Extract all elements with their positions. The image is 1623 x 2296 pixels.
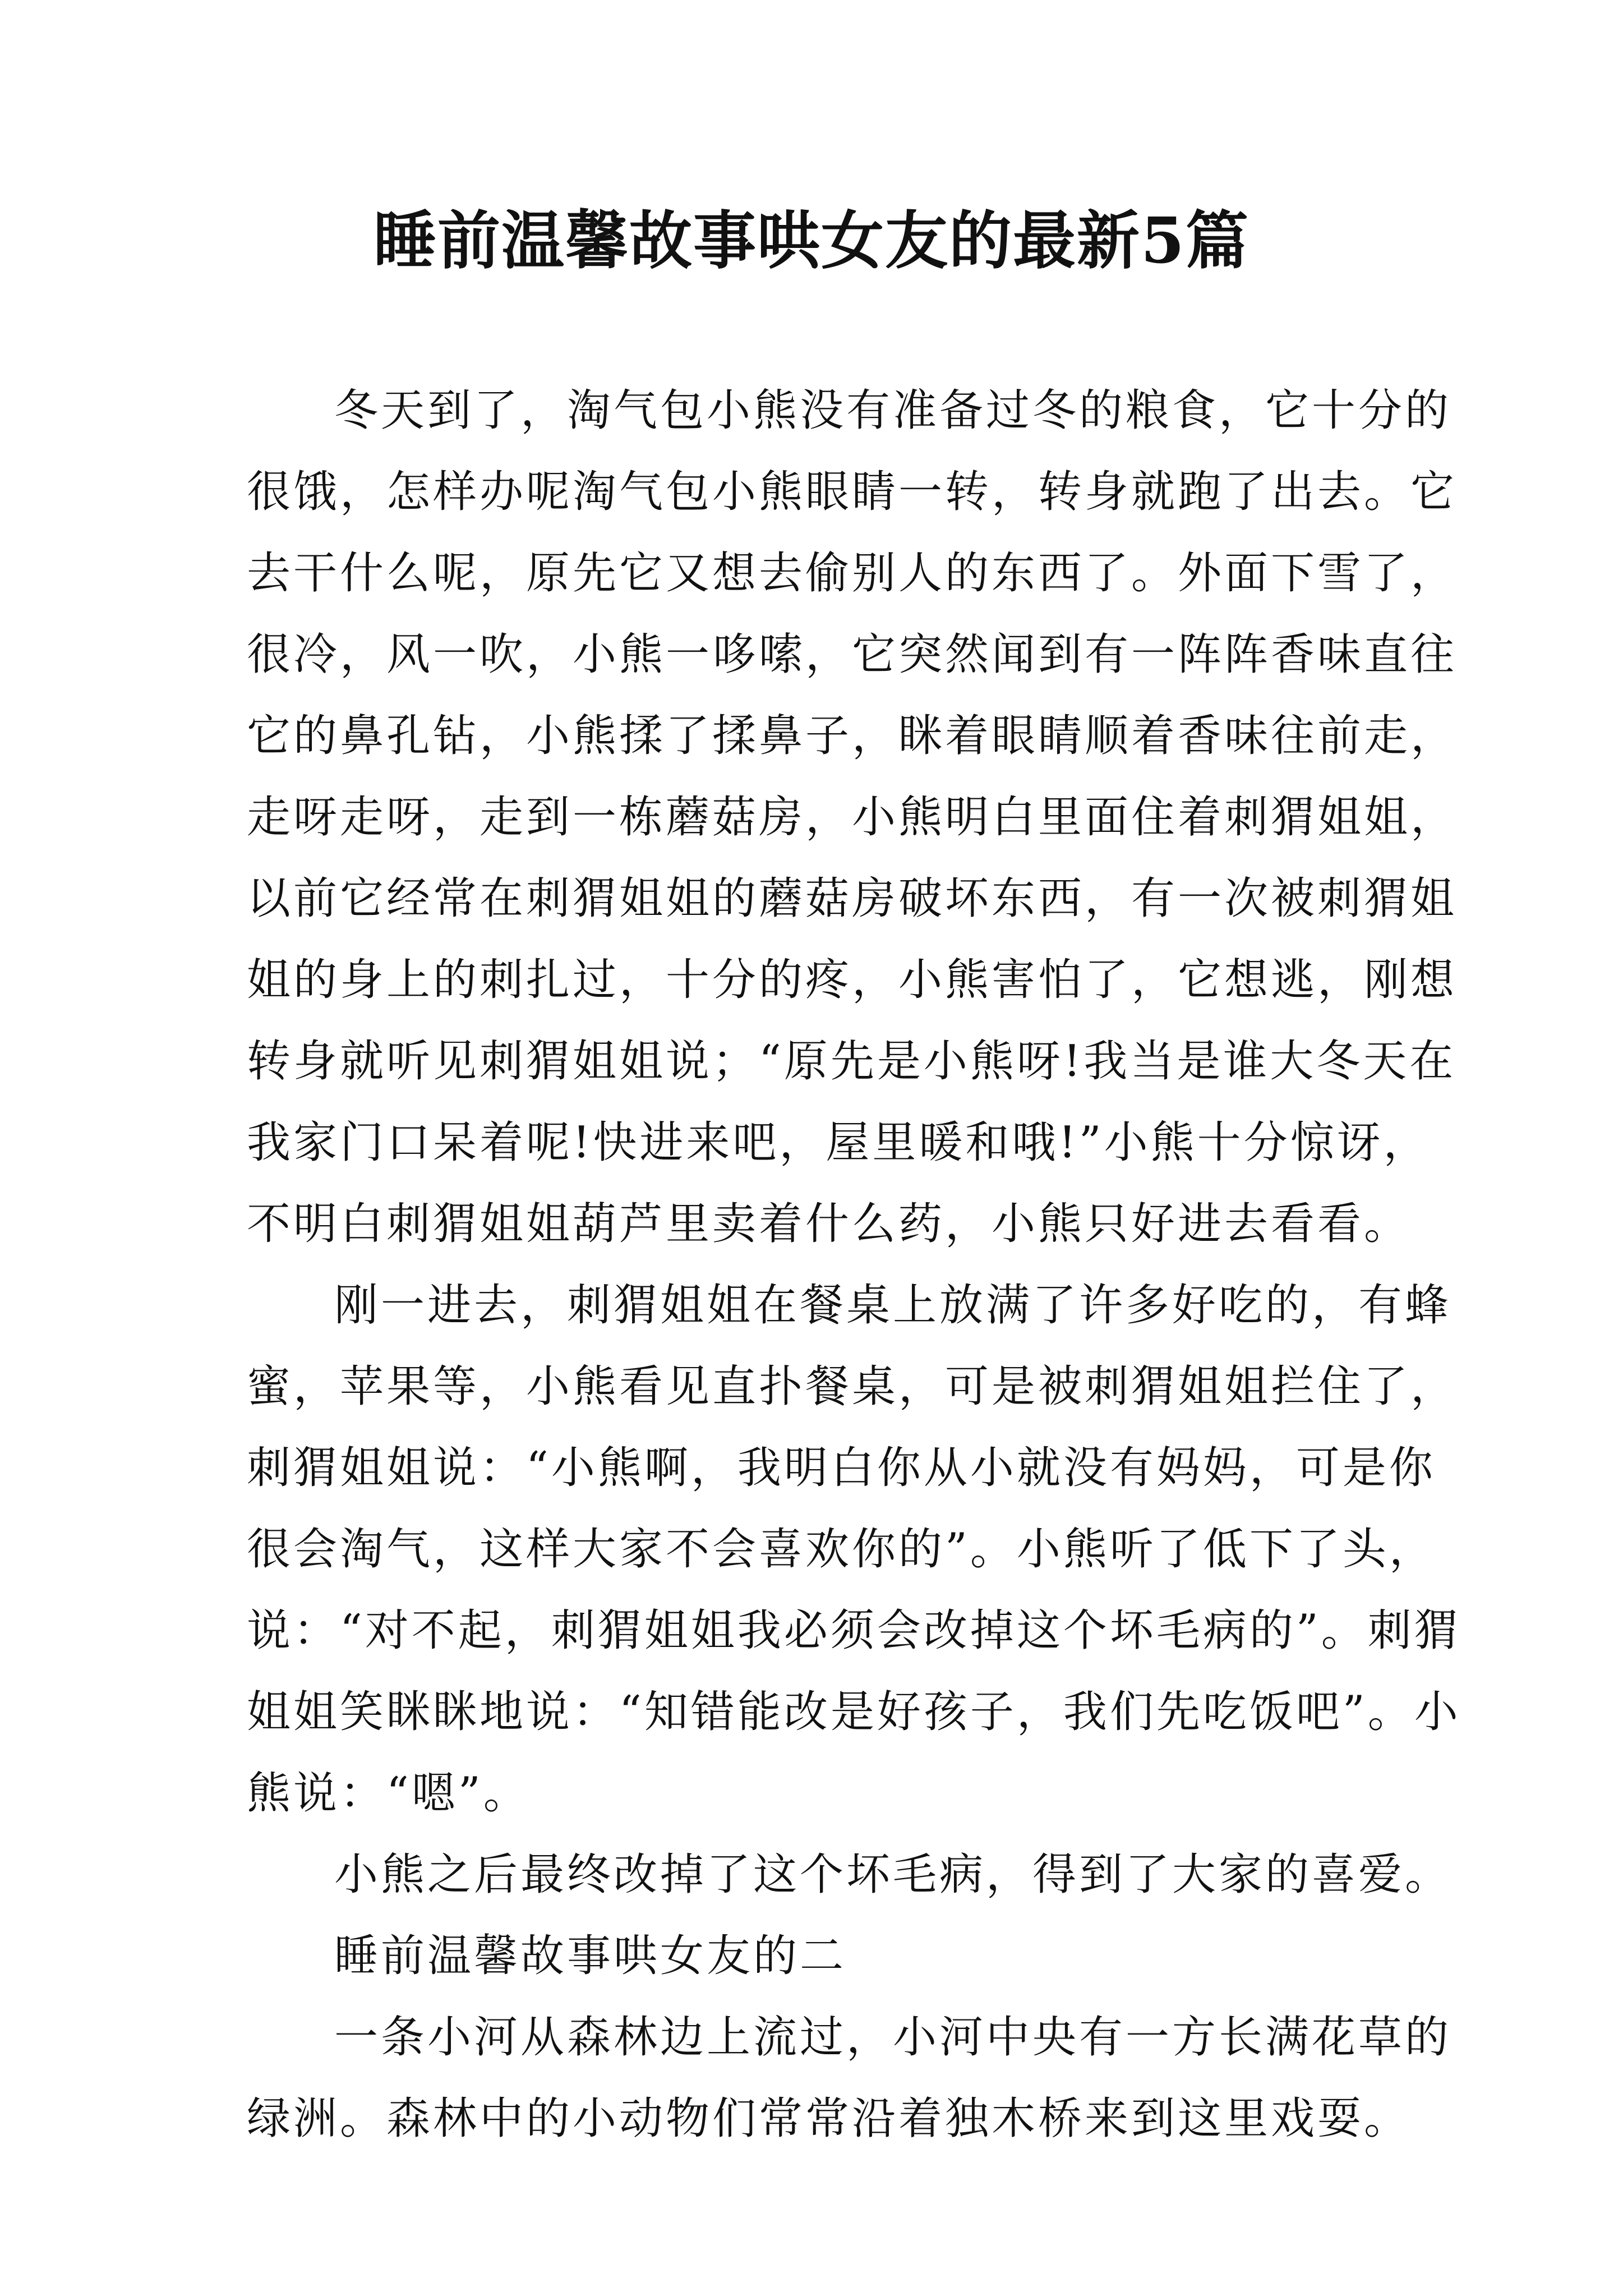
paragraph-3	[247, 1834, 1452, 1916]
text-line: 不明白刺猬姐姐葫芦里卖着什么药，小熊只好进去看看。	[247, 1199, 1411, 1249]
text-line: 它的鼻孔钻，小熊揉了揉鼻子，眯着眼睛顺着香味往前走，	[247, 711, 1458, 761]
text-line: 很会淘气，这样大家不会喜欢你的”。小熊听了低下了头，	[247, 1524, 1436, 1575]
document-title: 睡前温馨故事哄女友的最新5篇	[374, 204, 1249, 278]
text-line: 蜜，苹果等，小熊看见直扑餐桌，可是被刺猬姐姐拦住了，	[247, 1361, 1458, 1412]
paragraph-1	[247, 370, 1458, 1265]
text-line: 刚一进去，刺猬姐姐在餐桌上放满了许多好吃的，有蜂	[334, 1280, 1452, 1331]
text-line: 刺猬姐姐说：“小熊啊，我明白你从小就没有妈妈，可是你	[247, 1443, 1436, 1493]
text-line: 走呀走呀，走到一栋蘑菇房，小熊明白里面住着刺猬姐姐，	[247, 792, 1458, 843]
text-line: 姐的身上的刺扎过，十分的疼，小熊害怕了，它想逃，刚想	[247, 955, 1458, 1005]
text-line: 很冷，风一吹，小熊一哆嗦，它突然闻到有一阵阵香味直往	[247, 629, 1458, 680]
text-line: 小熊之后最终改掉了这个坏毛病，得到了大家的喜爱。	[334, 1849, 1452, 1900]
paragraph-5	[247, 1997, 1452, 2160]
text-line: 以前它经常在刺猬姐姐的蘑菇房破坏东西，有一次被刺猬姐	[247, 873, 1458, 924]
text-line: 很饿，怎样办呢淘气包小熊眼睛一转，转身就跑了出去。它	[247, 467, 1458, 517]
text-line: 熊说：“嗯”。	[247, 1768, 530, 1819]
section-heading-story-2	[247, 1916, 1385, 1997]
text-line: 我家门口呆着呢!快进来吧，屋里暖和哦!”小熊十分惊讶，	[247, 1117, 1430, 1168]
text-line: 说：“对不起，刺猬姐姐我必须会改掉这个坏毛病的”。刺猬	[247, 1605, 1461, 1656]
document-body	[247, 370, 1461, 2160]
text-line: 一条小河从森林边上流过，小河中央有一方长满花草的	[334, 2012, 1452, 2063]
text-line: 转身就听见刺猬姐姐说；“原先是小熊呀!我当是谁大冬天在	[247, 1036, 1456, 1087]
text-line: 睡前温馨故事哄女友的二	[334, 1931, 847, 1981]
text-line: 冬天到了，淘气包小熊没有准备过冬的粮食，它十分的	[334, 385, 1452, 436]
text-line: 姐姐笑眯眯地说：“知错能改是好孩子，我们先吃饭吧”。小	[247, 1687, 1461, 1737]
text-line: 去干什么呢，原先它又想去偷别人的东西了。外面下雪了，	[247, 548, 1458, 599]
text-line: 绿洲。森林中的小动物们常常沿着独木桥来到这里戏耍。	[247, 2093, 1411, 2144]
paragraph-2	[247, 1265, 1461, 1834]
